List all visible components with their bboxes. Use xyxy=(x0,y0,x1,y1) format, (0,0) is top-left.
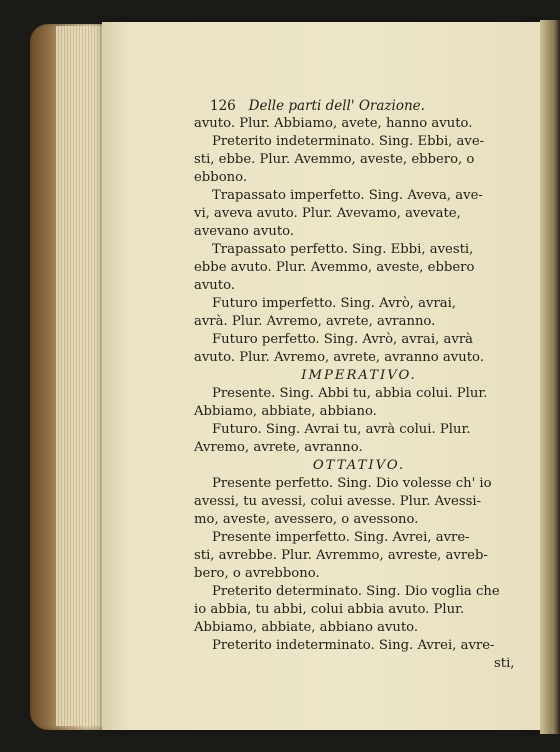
catchword: sti, xyxy=(494,656,515,671)
text-line: Futuro perfetto. Sing. Avrò, avrai, avrà xyxy=(212,332,473,347)
text-line: bero, o avrebbono. xyxy=(194,566,320,581)
text-line: Presente imperfetto. Sing. Avrei, avre- xyxy=(212,530,470,545)
text-line: Presente. Sing. Abbi tu, abbia colui. Plur. xyxy=(212,386,488,401)
text-line: sti, avrebbe. Plur. Avremmo, avreste, avreb- xyxy=(194,548,488,563)
facing-page-edge xyxy=(540,20,560,734)
text-line: sti, ebbe. Plur. Avemmo, aveste, ebbero, o xyxy=(194,152,475,167)
text-line: Preterito indeterminato. Sing. Ebbi, ave- xyxy=(212,134,485,149)
text-line: Preterito indeterminato. Sing. Avrei, avre- xyxy=(212,638,495,653)
text-line: avrà. Plur. Avremo, avrete, avranno. xyxy=(194,314,436,329)
page-number: 126 xyxy=(210,98,236,114)
text-line: avessi, tu avessi, colui avesse. Plur. Avessi- xyxy=(194,494,482,509)
text-line: Avremo, avrete, avranno. xyxy=(194,440,363,455)
book-page xyxy=(102,22,540,730)
running-title: Delle parti dell' Orazione. xyxy=(248,98,425,114)
text-line: Trapassato imperfetto. Sing. Aveva, ave- xyxy=(212,188,483,203)
section-heading-imperativo: IMPERATIVO. xyxy=(301,368,417,383)
text-line: io abbia, tu abbi, colui abbia avuto. Plur. xyxy=(194,602,465,617)
text-line: ebbono. xyxy=(194,170,248,185)
text-line: Abbiamo, abbiate, abbiano. xyxy=(194,404,377,419)
text-line: vi, aveva avuto. Plur. Avevamo, avevate, xyxy=(194,206,461,221)
text-line: Trapassato perfetto. Sing. Ebbi, avesti, xyxy=(212,242,474,257)
text-line: avevano avuto. xyxy=(194,224,295,239)
text-line: ebbe avuto. Plur. Avemmo, aveste, ebbero xyxy=(194,260,475,275)
running-header xyxy=(210,98,425,114)
text-line: avuto. Plur. Avremo, avrete, avranno avuto. xyxy=(194,350,484,365)
text-line: Presente perfetto. Sing. Dio volesse ch' io xyxy=(212,476,492,491)
text-line: mo, aveste, avessero, o avessono. xyxy=(194,512,419,527)
text-line: avuto. xyxy=(194,278,236,293)
text-line: Futuro imperfetto. Sing. Avrò, avrai, xyxy=(212,296,457,311)
page-stack xyxy=(56,26,108,726)
text-line: Preterito determinato. Sing. Dio voglia che xyxy=(212,584,500,599)
text-line: Futuro. Sing. Avrai tu, avrà colui. Plur. xyxy=(212,422,471,437)
text-line: avuto. Plur. Abbiamo, avete, hanno avuto. xyxy=(194,116,473,131)
section-heading-ottativo: OTTATIVO. xyxy=(312,458,406,473)
text-line: Abbiamo, abbiate, abbiano avuto. xyxy=(194,620,419,635)
